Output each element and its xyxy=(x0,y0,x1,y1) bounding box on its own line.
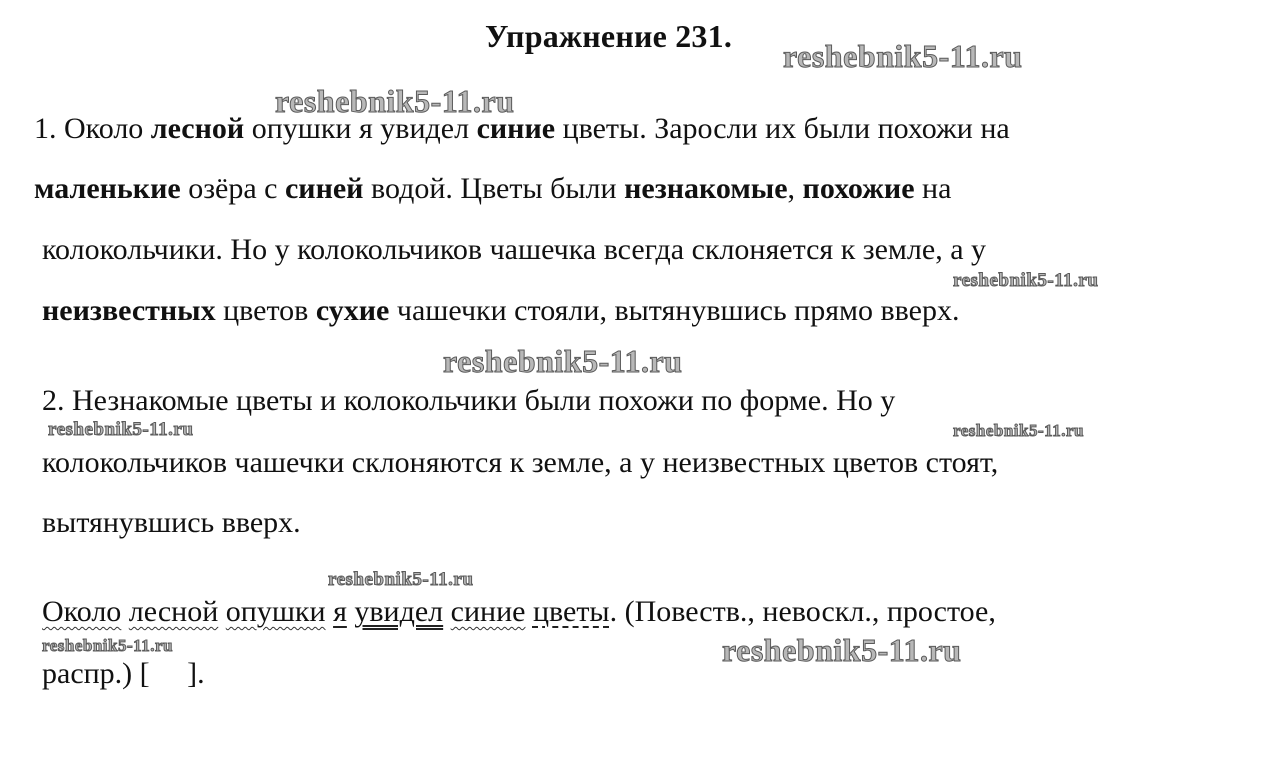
paragraph-1-line-2: маленькие озёра с синей водой. Цветы были незнакомые, похожие на xyxy=(34,172,952,205)
paragraph-2-line-2: колокольчиков чашечки склоняются к земле, а у неизвестных цветов стоят, xyxy=(42,446,999,479)
attribute-word: лесной xyxy=(128,595,219,628)
paragraph-2-line-1: 2. Незнакомые цветы и колокольчики были похожи по форме. Но у xyxy=(42,384,896,417)
watermark: reshebnik5-11.ru xyxy=(328,569,474,590)
sentence-analysis-line-1: Около лесной опушки я увидел синие цветы. (Повеств., невоскл., простое, xyxy=(42,595,996,628)
watermark: reshebnik5-11.ru xyxy=(443,343,683,379)
watermark: reshebnik5-11.ru xyxy=(953,270,1099,291)
paragraph-2-line-3: вытянувшись вверх. xyxy=(42,506,301,539)
attribute-word: синие xyxy=(450,595,526,628)
predicate-word: увидел xyxy=(354,595,444,628)
paragraph-1-line-1: 1. Около лесной опушки я увидел синие цветы. Заросли их были похожи на xyxy=(34,112,1010,145)
watermark: reshebnik5-11.ru xyxy=(953,421,1084,440)
page-title: Упражнение 231. xyxy=(485,18,733,54)
paragraph-1-line-3: колокольчики. Но у колокольчиков чашечка всегда склоняется к земле, а у xyxy=(42,233,987,266)
adverbial-word: Около xyxy=(42,595,122,628)
adverbial-word: опушки xyxy=(225,595,326,628)
watermark: reshebnik5-11.ru xyxy=(42,636,173,655)
paragraph-1-line-4: неизвестных цветов сухие чашечки стояли, вытянувшись прямо вверх. xyxy=(42,294,960,327)
sentence-analysis-line-2: распр.) [ ]. xyxy=(42,657,205,690)
watermark: reshebnik5-11.ru xyxy=(48,419,194,440)
watermark: reshebnik5-11.ru xyxy=(722,632,962,668)
watermark: reshebnik5-11.ru xyxy=(275,83,515,119)
watermark: reshebnik5-11.ru xyxy=(783,38,1023,74)
subject-word: я xyxy=(333,595,347,628)
object-word: цветы xyxy=(532,595,610,628)
